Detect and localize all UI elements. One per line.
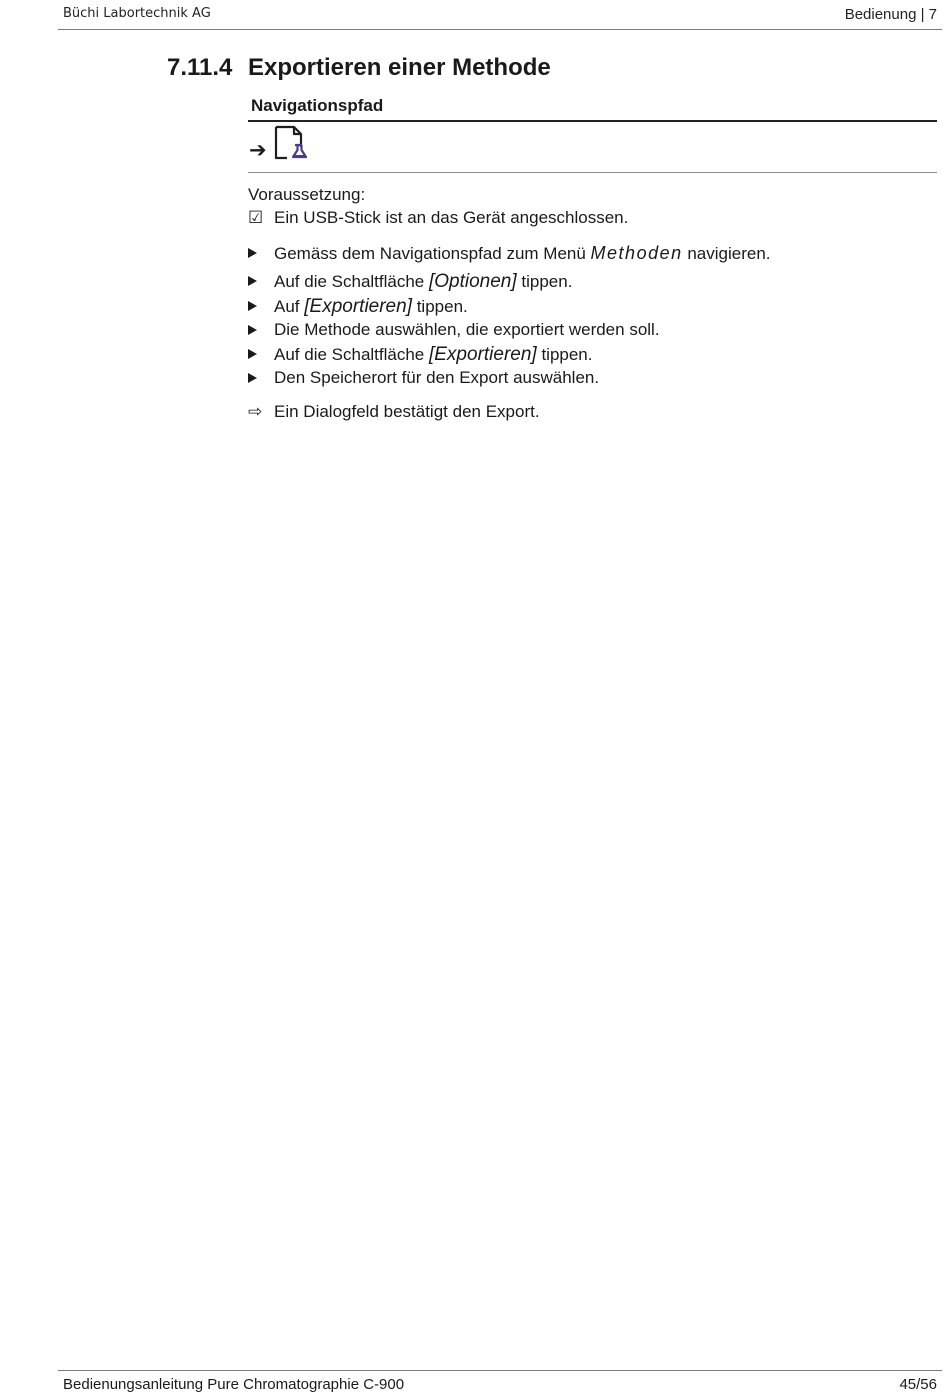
- footer-divider: [58, 1370, 942, 1371]
- bullet-triangle-icon: [248, 368, 268, 388]
- arrow-right-icon: ➔: [249, 139, 267, 162]
- step-text: Auf [Exportieren] tippen.: [274, 296, 468, 317]
- navigation-top-divider: [248, 120, 937, 122]
- button-name: [Exportieren]: [304, 296, 412, 317]
- result-text: Ein Dialogfeld bestätigt den Export.: [274, 402, 540, 421]
- navigation-bottom-divider: [248, 172, 937, 173]
- section-title: Exportieren einer Methode: [248, 54, 551, 81]
- button-name: [Exportieren]: [428, 344, 537, 365]
- bullet-triangle-icon: [248, 271, 268, 291]
- prerequisite-text: Ein USB-Stick ist an das Gerät angeschlossen.: [274, 208, 629, 227]
- bullet-triangle-icon: [248, 320, 268, 340]
- step-text: Gemäss dem Navigationspfad zum Menü Methoden navigieren.: [274, 243, 771, 263]
- step-text: Auf die Schaltfläche [Exportieren] tippen.: [274, 344, 593, 365]
- header-divider: [58, 29, 942, 30]
- manual-title: Bedienungsanleitung Pure Chromatographie C-900: [63, 1376, 405, 1393]
- step-text: Auf die Schaltfläche [Optionen] tippen.: [274, 271, 573, 292]
- bullet-triangle-icon: [248, 296, 268, 316]
- prerequisite-label: Voraussetzung:: [248, 185, 366, 204]
- company-name: Büchi Labortechnik AG: [63, 6, 211, 21]
- step-text: Die Methode auswählen, die exportiert werden soll.: [274, 320, 660, 339]
- button-name: [Optionen]: [428, 271, 517, 292]
- checkbox-checked-icon: ☑: [248, 208, 264, 228]
- page-number: 45/56: [899, 1376, 937, 1393]
- bullet-triangle-icon: [248, 344, 268, 364]
- result-arrow-icon: ⇨: [248, 402, 263, 422]
- chapter-label: Bedienung | 7: [844, 6, 937, 23]
- menu-name: Methoden: [590, 243, 683, 263]
- section-number: 7.11.4: [167, 54, 233, 81]
- navigation-path-label: Navigationspfad: [251, 96, 384, 115]
- step-text: Den Speicherort für den Export auswählen.: [274, 368, 600, 387]
- bullet-triangle-icon: [248, 243, 268, 263]
- method-document-flask-icon: [273, 124, 313, 167]
